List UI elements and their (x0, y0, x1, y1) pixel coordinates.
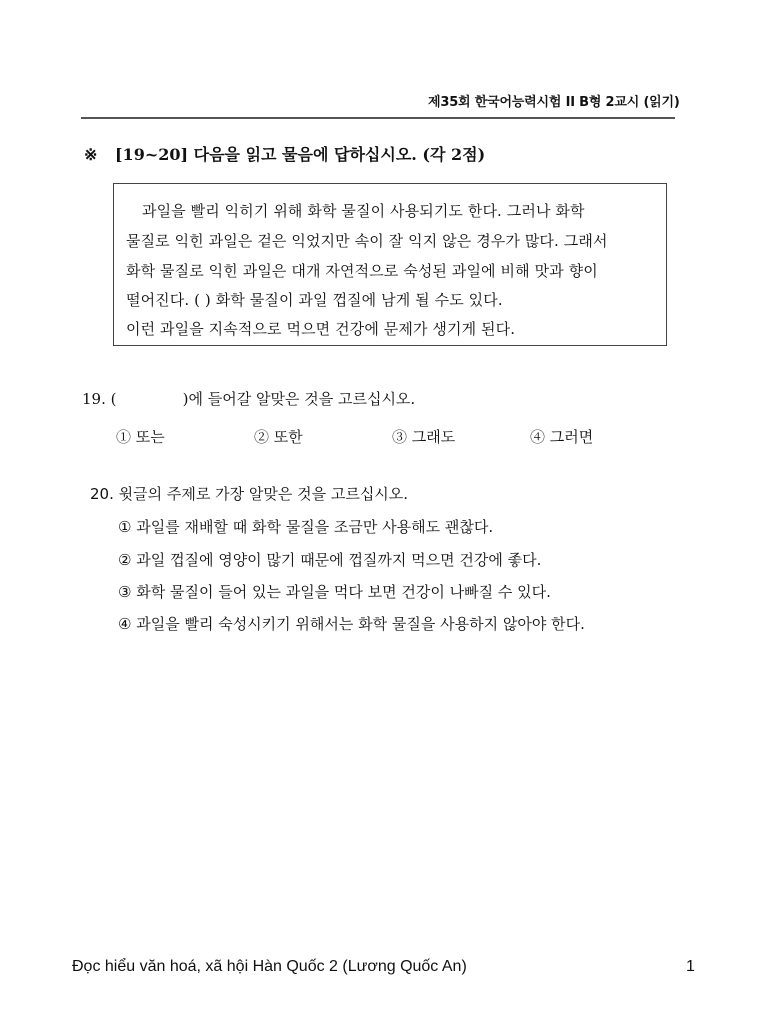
question-20: 20. 윗글의 주제로 가장 알맞은 것을 고르십시오. (90, 485, 409, 503)
passage-line: 떨어진다. ( ) 화학 물질이 과일 껍질에 남게 될 수도 있다. (126, 291, 503, 309)
header-divider (81, 117, 675, 119)
question-number: 19. (82, 390, 106, 408)
answer-option[interactable]: ② 과일 껍질에 영양이 많기 때문에 껍질까지 먹으면 건강에 좋다. (118, 551, 542, 569)
blank-parenthesis: ( (110, 390, 117, 408)
answer-option[interactable]: ② 또한 (254, 428, 303, 446)
section-instruction (84, 142, 485, 165)
answer-option[interactable]: ③ 화학 물질이 들어 있는 과일을 먹다 보면 건강이 나빠질 수 있다. (118, 583, 551, 601)
exam-header: 제35회 한국어능력시험 II B형 2교시 (읽기) (428, 95, 680, 110)
passage-line: 이런 과일을 지속적으로 먹으면 건강에 문제가 생기게 된다. (126, 320, 516, 338)
footer-credit: Đọc hiểu văn hoá, xã hội Hàn Quốc 2 (Lương Quốc An) (72, 958, 467, 975)
answer-option[interactable]: ① 또는 (116, 428, 165, 446)
answer-option[interactable]: ① 과일를 재배할 때 화학 물질을 조금만 사용해도 괜찮다. (118, 518, 494, 536)
passage-line: 물질로 익힌 과일은 겉은 익었지만 속이 잘 익지 않은 경우가 많다. 그래서 (126, 232, 608, 250)
question-19 (82, 388, 415, 409)
passage-line: 화학 물질로 익힌 과일은 대개 자연적으로 숙성된 과일에 비해 맛과 향이 (126, 262, 598, 280)
answer-option[interactable]: ④ 과일을 빨리 숙성시키기 위해서는 화학 물질을 사용하지 않아야 한다. (118, 615, 585, 633)
page-number: 1 (686, 958, 695, 975)
passage-line: 과일을 빨리 익히기 위해 화학 물질이 사용되기도 한다. 그러나 화학 (142, 202, 585, 220)
instruction-text: [19~20] 다음을 읽고 물음에 답하십시오. (각 2점) (114, 145, 486, 164)
reference-mark-icon: ※ (84, 145, 98, 164)
answer-option[interactable]: ③ 그래도 (392, 428, 456, 446)
answer-option[interactable]: ④ 그러면 (530, 428, 594, 446)
question-text: )에 들어갈 알맞은 것을 고르십시오. (182, 390, 416, 408)
